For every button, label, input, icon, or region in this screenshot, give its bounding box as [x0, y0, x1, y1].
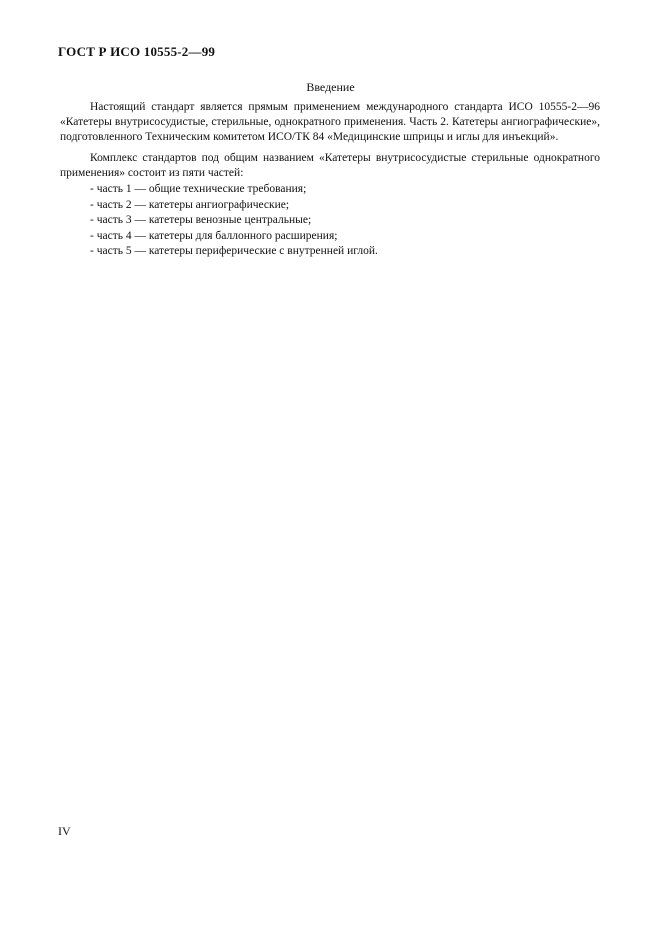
document-code-header: ГОСТ Р ИСО 10555-2—99	[58, 44, 216, 59]
section-title: Введение	[306, 80, 355, 94]
page-number: IV	[58, 824, 71, 838]
list-item: - часть 1 — общие технические требования;	[90, 183, 307, 195]
list-item: - часть 2 — катетеры ангиографические;	[90, 198, 290, 211]
list-item: - часть 3 — катетеры венозные центральные;	[90, 214, 312, 226]
introduction-body	[60, 100, 600, 260]
paragraph-standard-application: Настоящий стандарт является прямым применением международного стандарта ИСО 10555-2—96 «Катетеры внутрисосудистые, стерильные, однократного применения. Часть 2. Катетеры ангиографические», подготовленного Техническим комитетом ИСО/ТК 84 «Медицинские шприцы и иглы для инъекций».	[60, 101, 600, 143]
parts-list	[60, 182, 600, 260]
paragraph-standards-set: Комплекс стандартов под общим названием «Катетеры внутрисосудистые стерильные однократного применения» состоит из пяти частей:	[60, 152, 600, 179]
list-item: - часть 5 — катетеры периферические с внутренней иглой.	[90, 245, 378, 257]
list-item: - часть 4 — катетеры для баллонного расширения;	[90, 229, 338, 242]
